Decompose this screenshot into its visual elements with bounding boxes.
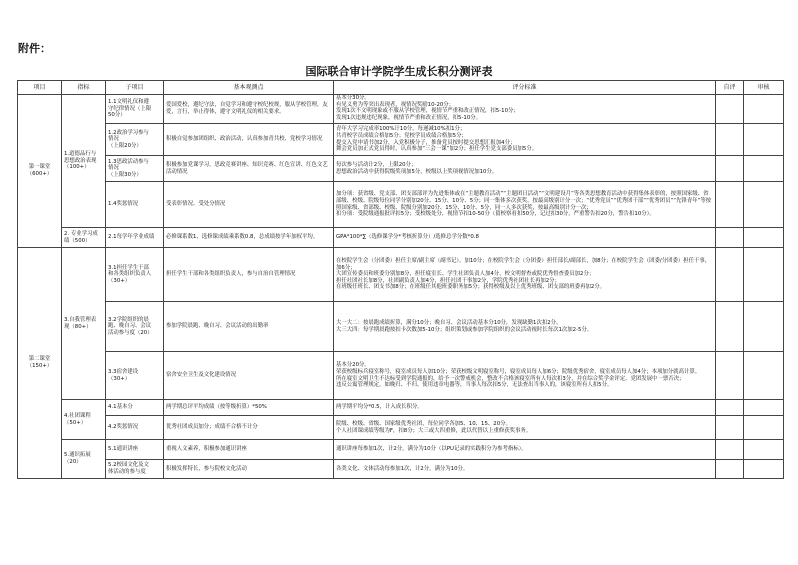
self-score-cell[interactable] <box>716 248 744 302</box>
observation-cell: 参加学院晨跑、晚自习、会议活动的出勤率 <box>164 302 334 352</box>
subitem-cell: 3.3宿舍建设 （30+） <box>106 352 164 400</box>
self-score-cell[interactable] <box>716 460 744 479</box>
criteria-cell: 通识讲座每参加1次，计2分，满分为10分（以PU记录的实践积分为参考指标）。 <box>334 440 716 460</box>
indicator-cell: 5.通识拓展 （20） <box>62 440 106 479</box>
table-row <box>18 228 784 248</box>
observation-cell: 积极参加党课学习，思政竞赛讲座、知识竞赛、红色宣讲、红色文艺活动情况 <box>164 156 334 182</box>
self-score-cell[interactable] <box>716 124 744 156</box>
subitem-cell: 1.2政治学习参与 情况 （上限20分） <box>106 124 164 156</box>
criteria-cell: 在校院学生会（分团委）担任主席/副主席（副书记），加10分；在校院学生会（分团委）担任部长/副部长，加8分；在校院学生会（团委/分团委）担任干事，加6分； 大团宣传委员和班委分别加8分，担任寝室长、学生社团负责人加4分，校文明督查或院优秀督查委员加2分； 担任社团社长加8分，社团副负责人加4分，担任社团干事加2分，学院优秀社团社长再加2分； 在班级任班长、团支书加8分；在班级任其他班委职务加5分；获得校级及以上优秀班级、团支部的班委再加2分。 <box>334 248 716 302</box>
table-row <box>18 460 784 479</box>
indicator-cell: 3.自我管理表 现（80+） <box>62 248 106 400</box>
review-score-cell[interactable] <box>744 124 784 156</box>
self-score-cell[interactable] <box>716 182 744 228</box>
subitem-cell: 1.1文明礼仪和遵 守纪律情况（上限 50分） <box>106 95 164 124</box>
table-row <box>18 302 784 352</box>
criteria-cell: 院级、校级、省级、国家级优秀社团，每位同学各加5、10、15、20分。 个人社团课成绩等级为F，扣8分；大三或大四重修，此以代替以上重修获奖事务。 <box>334 416 716 440</box>
criteria-cell: 每次参与活动计2分，上限20分； 思想政治活动中获得院级奖项加5分，校级以上奖项视情况加10分。 <box>334 156 716 182</box>
observation-cell: 积极发挥特长，参与院校文化活动 <box>164 460 334 479</box>
review-score-cell[interactable] <box>744 228 784 248</box>
criteria-cell: 加分项：获省级、党支部、团支部部评为先进集体或在“主题教育活动”“主题团日活动”“文明建设月”等各类思想教育活动中获得集体表彰的，按照国家级、省部级、校级、院级每位同学分别加20分、15分、10分、5分；同一集体多次获奖，按最高级别计分一次；“优秀党员”“优秀团干部”“优秀团员”“先锋青年”等按照国家级、省部级、校级、院级分别加20分、15分、10分、5分，同一人多次获奖，按最高级别计分一次； 扣分项：受院级通报批评扣5分；受校级处分，视情节扣10-50分（留校察看扣50分，记过扣30分，严重警告扣20分，警告扣10分）。 <box>334 182 716 228</box>
review-score-cell[interactable] <box>744 248 784 302</box>
self-score-cell[interactable] <box>716 352 744 400</box>
observation-cell: 积极自觉参加团组织、政治活动，认真参加青共校、党校学习情况 <box>164 124 334 156</box>
observation-cell: 爱国爱校，遵纪守法，自觉学习和遵守校纪校规，服从学校管理，友爱，言行，举止得体，遵守文明礼仪的相关要求。 <box>164 95 334 124</box>
column-header: 子项目 <box>106 81 164 95</box>
self-score-cell[interactable] <box>716 156 744 182</box>
table-row <box>18 440 784 460</box>
observation-cell: 重视人文素养，积极参加通识讲座 <box>164 440 334 460</box>
self-score-cell[interactable] <box>716 400 744 416</box>
indicator-cell: 4.社团课程 （50+） <box>62 400 106 440</box>
observation-cell: 担任学生干部和各类组织负责人，参与自治自管理情况 <box>164 248 334 302</box>
column-header: 评分标准 <box>334 81 716 95</box>
criteria-cell: 基本分20分。 荣获校级标兵寝室称号，寝室成员每人加10分；荣获校级文明寝室称号，寝室成员每人加6分；院级优秀宿舍，寝室成员每人加4分；本项加分就高计算。 所在寝室文明卫生不达标受到学院通报的，给予一次警戒机会，整改不合格该寝室所有人每次扣3分，并在综合奖学金评定、党团发展中一票否决； 违反公寓管理规定，如晚归、不归、使用违章电器等，当事人每次扣5分，无法查出当事人的，该寝室所有人扣5分。 <box>334 352 716 400</box>
self-score-cell[interactable] <box>716 416 744 440</box>
evaluation-table <box>17 80 784 479</box>
indicator-cell: 2. 专业学习成 绩（500） <box>62 228 106 248</box>
observation-cell: 两学期总评平均成绩（按等级折算）*50% <box>164 400 334 416</box>
self-score-cell[interactable] <box>716 228 744 248</box>
review-score-cell[interactable] <box>744 302 784 352</box>
column-header: 自评 <box>716 81 744 95</box>
attachment-label: 附件： <box>18 42 51 55</box>
criteria-cell: 各类文化、文体活动每参加1次，计2分，满分为10分。 <box>334 460 716 479</box>
project-cell: 第二课堂 （150+） <box>18 248 62 479</box>
table-row <box>18 95 784 124</box>
subitem-cell: 5.2校园文化及文 体活动的参与度 <box>106 460 164 479</box>
observation-cell: 宿舍安全卫生及文化建设情况 <box>164 352 334 400</box>
subitem-cell: 1.3思政活动参与 情况 （上限30分） <box>106 156 164 182</box>
subitem-cell: 3.2学院组织的晨 跑、晚自习、会议 活动参与度（20） <box>106 302 164 352</box>
table-header-row <box>18 81 784 95</box>
review-score-cell[interactable] <box>744 182 784 228</box>
table-row <box>18 156 784 182</box>
criteria-cell: 两学期平均分*0.5，计入成长积分。 <box>334 400 716 416</box>
review-score-cell[interactable] <box>744 352 784 400</box>
self-score-cell[interactable] <box>716 440 744 460</box>
table-row <box>18 352 784 400</box>
subitem-cell: 4.1基本分 <box>106 400 164 416</box>
review-score-cell[interactable] <box>744 416 784 440</box>
criteria-cell: 基本分30分。 有见义勇为等突出表现者，视情况奖励10-20分； 发现1次不文明现象或不服从学校管理，视情节严重和改正情况，扣5-10分； 发现1次违规违纪现象，视情节严重和改正情况，扣5-10分。 <box>334 95 716 124</box>
review-score-cell[interactable] <box>744 440 784 460</box>
review-score-cell[interactable] <box>744 400 784 416</box>
observation-cell: 受表彰情况、受处分情况 <box>164 182 334 228</box>
observation-cell: 必修课系数1，选修课成绩乘系数0.8，总成绩按学年加权平均。 <box>164 228 334 248</box>
column-header: 项目 <box>18 81 62 95</box>
self-score-cell[interactable] <box>716 95 744 124</box>
page-title: 国际联合审计学院学生成长积分测评表 <box>305 65 493 78</box>
table-row <box>18 124 784 156</box>
subitem-cell: 3.1担任学生干部 和各类组织负责人 （30+） <box>106 248 164 302</box>
review-score-cell[interactable] <box>744 95 784 124</box>
indicator-cell: 1.道德品行与 思想政治表现 （100+） <box>62 95 106 228</box>
criteria-cell: 青年大学习完成率100%计10分，每递减10%扣1分； 共青校学员成绩合格加5分；党校学员成绩合格加5分； 提交入党申请书加2分，入党积极分子，推备党员按时提交思想汇报加4分； 舞会党员加正式党员得时，认真参加“三会一课”加2分；担任学生党支部委员加5分。 <box>334 124 716 156</box>
column-header: 审核 <box>744 81 784 95</box>
subitem-cell: 4.2奖惩情况 <box>106 416 164 440</box>
column-header: 指标 <box>62 81 106 95</box>
criteria-cell: GPA*100*∑（选修课学分*考核折算分）/选修总学分数*0.8 <box>334 228 716 248</box>
review-score-cell[interactable] <box>744 460 784 479</box>
table-row <box>18 416 784 440</box>
review-score-cell[interactable] <box>744 156 784 182</box>
project-cell: 第一课堂 （600+） <box>18 95 62 248</box>
column-header: 基本观测点 <box>164 81 334 95</box>
criteria-cell: 大一大二：按晨跑成绩折算，满分10分；晚自习、会议活动基本分10分，发现缺勤1次扣2分。 大三大四：每学期晨跑按扣卡次数加5-10分；组织策划或参加学院组织的会议活动视时长每次1次加2-5分。 <box>334 302 716 352</box>
table-row <box>18 182 784 228</box>
self-score-cell[interactable] <box>716 302 744 352</box>
subitem-cell: 5.1通识讲座 <box>106 440 164 460</box>
observation-cell: 优秀社团成员加分；成绩不合格不计分 <box>164 416 334 440</box>
subitem-cell: 1.4奖惩情况 <box>106 182 164 228</box>
table-row <box>18 248 784 302</box>
subitem-cell: 2.1每学年学业成绩 <box>106 228 164 248</box>
table-row <box>18 400 784 416</box>
